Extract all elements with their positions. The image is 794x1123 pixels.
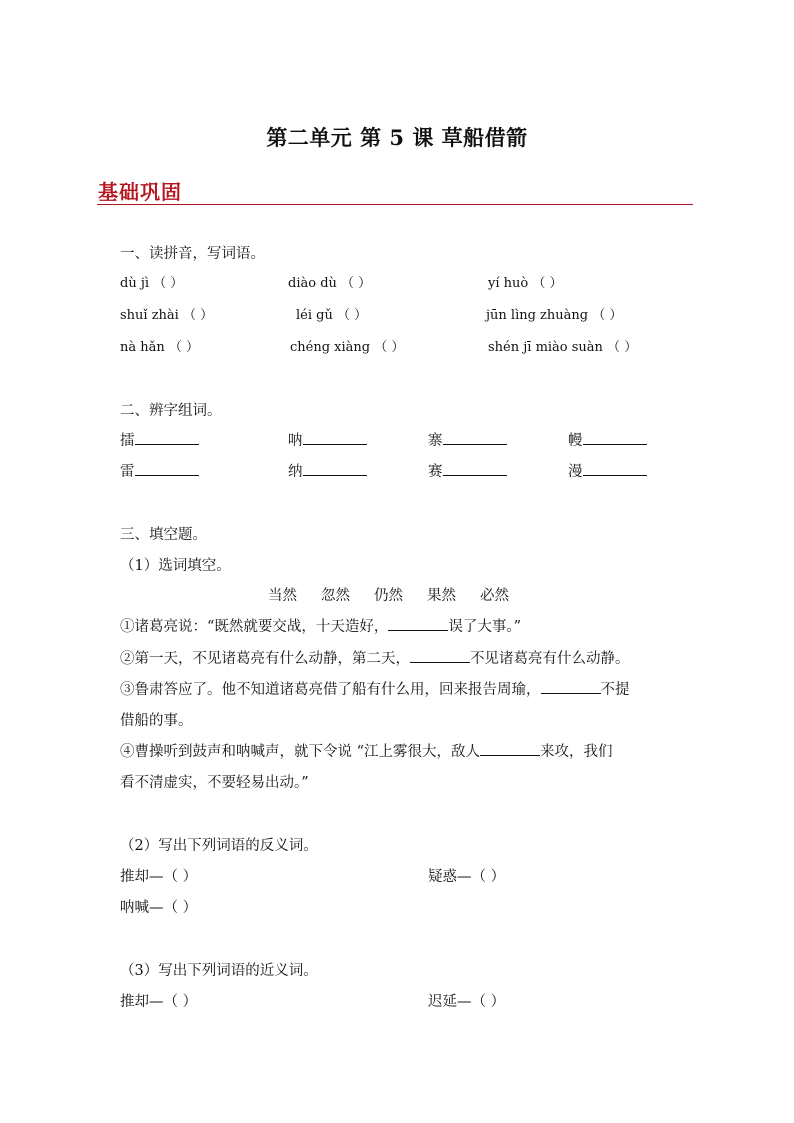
word-option: 必然 — [480, 588, 509, 604]
antonym-item: 推却—（ ） — [120, 869, 198, 885]
answer-blank[interactable] — [443, 431, 507, 445]
pinyin-item: shén jī miào suàn （ ） — [488, 340, 638, 355]
answer-blank[interactable] — [135, 431, 199, 445]
char-item: 赛 — [428, 460, 507, 481]
fill-item-1: ①诸葛亮说：“既然就要交战，十天造好， 误了大事。” — [120, 619, 522, 635]
word-option: 果然 — [427, 588, 456, 604]
answer-blank[interactable] — [410, 649, 470, 663]
answer-blank[interactable] — [583, 462, 647, 476]
pinyin-item: yí huò （ ） — [488, 276, 563, 291]
section-heading: 基础巩固 — [98, 180, 182, 204]
answer-blank[interactable] — [480, 742, 540, 756]
word-option: 当然 — [268, 588, 297, 604]
q3-sub2: （2）写出下列词语的反义词。 — [120, 838, 318, 854]
synonym-item: 推却—（ ） — [120, 994, 198, 1010]
char-item: 纳 — [288, 460, 367, 481]
pinyin-item: léi gǔ （ ） — [296, 308, 368, 323]
page-title: 第二单元 第 5 课 草船借箭 — [266, 125, 528, 150]
pinyin-item: dù jì （ ） — [120, 276, 184, 291]
answer-blank[interactable] — [443, 462, 507, 476]
fill-item-4-cont: 看不清虚实，不要轻易出动。” — [120, 775, 309, 791]
answer-blank[interactable] — [583, 431, 647, 445]
answer-blank[interactable] — [135, 462, 199, 476]
answer-blank[interactable] — [303, 462, 367, 476]
pinyin-item: shuǐ zhài （ ） — [120, 308, 214, 323]
q2-heading: 二、辨字组词。 — [120, 403, 222, 419]
q3-heading: 三、填空题。 — [120, 527, 207, 543]
pinyin-item: chéng xiàng （ ） — [290, 340, 405, 355]
pinyin-item: nà hǎn （ ） — [120, 340, 200, 355]
pinyin-item: jūn lìng zhuàng （ ） — [486, 308, 623, 323]
answer-blank[interactable] — [388, 617, 448, 631]
answer-blank[interactable] — [303, 431, 367, 445]
q3-sub3: （3）写出下列词语的近义词。 — [120, 963, 318, 979]
word-option: 忽然 — [321, 588, 350, 604]
fill-item-3-cont: 借船的事。 — [120, 713, 193, 729]
pinyin-item: diào dù （ ） — [288, 276, 372, 291]
word-option: 仍然 — [374, 588, 403, 604]
antonym-item: 疑惑—（ ） — [428, 869, 506, 885]
char-item: 漫 — [568, 460, 647, 481]
q1-heading: 一、读拼音，写词语。 — [120, 246, 265, 262]
fill-item-3: ③鲁肃答应了。他不知道诸葛亮借了船有什么用，回来报告周瑜， 不提 — [120, 682, 630, 698]
char-item: 呐 — [288, 429, 367, 450]
char-item: 幔 — [568, 429, 647, 450]
fill-item-4: ④曹操听到鼓声和呐喊声，就下令说 “江上雾很大，敌人 来攻，我们 — [120, 744, 613, 760]
answer-blank[interactable] — [541, 680, 601, 694]
antonym-item: 呐喊—（ ） — [120, 900, 198, 916]
section-divider — [97, 204, 693, 205]
char-item: 雷 — [120, 460, 199, 481]
char-item: 擂 — [120, 429, 199, 450]
q3-sub1: （1）选词填空。 — [120, 558, 231, 574]
fill-item-2: ②第一天，不见诸葛亮有什么动静，第二天， 不见诸葛亮有什么动静。 — [120, 651, 630, 667]
word-options — [268, 584, 533, 605]
char-item: 寨 — [428, 429, 507, 450]
synonym-item: 迟延—（ ） — [428, 994, 506, 1010]
